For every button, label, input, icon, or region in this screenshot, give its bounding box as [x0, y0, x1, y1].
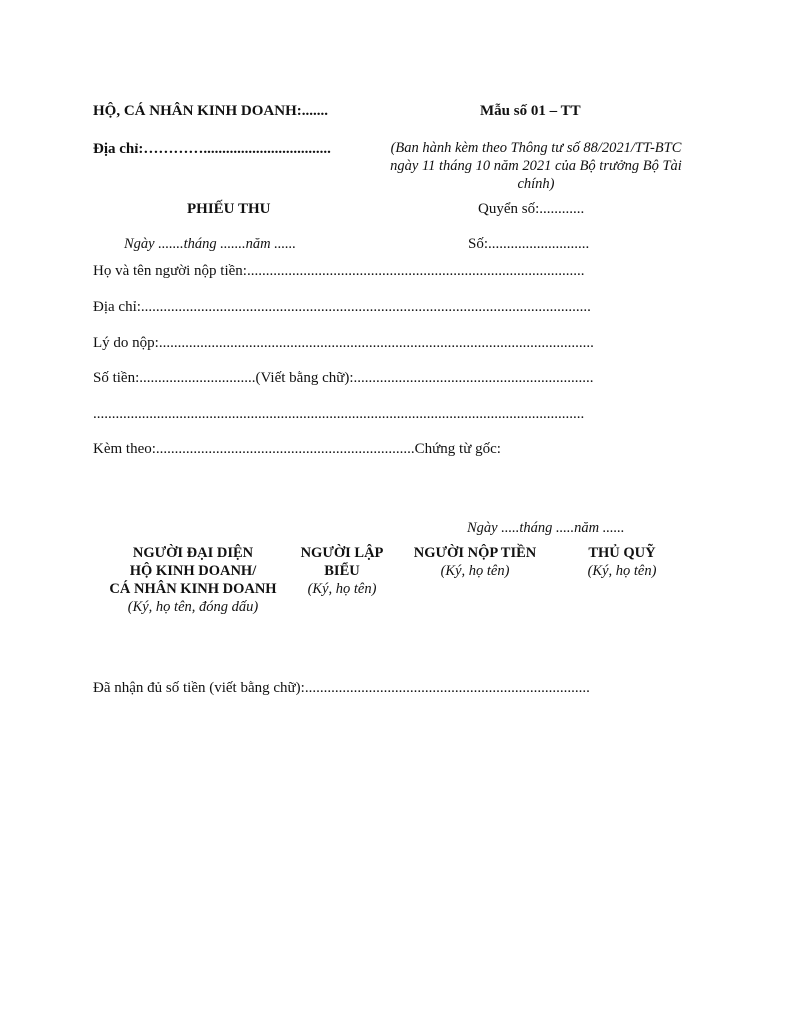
preparer-note: (Ký, họ tên) — [307, 581, 377, 597]
receipt-title: PHIẾU THU — [187, 201, 271, 217]
issued-note-line3: chính) — [517, 176, 555, 192]
representative-title-3: CÁ NHÂN KINH DOANH — [109, 581, 277, 597]
cashier-title: THỦ QUỸ — [588, 545, 656, 561]
receipt-number: Số:........................... — [468, 236, 590, 252]
amount-continuation: ................................................................................................................................... — [93, 406, 585, 422]
receipt-date: Ngày .......tháng .......năm ...... — [124, 236, 296, 252]
reason-field: Lý do nộp:.................................................................................................................... — [93, 335, 594, 351]
received-amount-field: Đã nhận đủ số tiền (viết bằng chữ):............................................................................ — [93, 680, 590, 696]
cashier-signature — [572, 544, 672, 580]
payer-signature — [400, 544, 550, 580]
business-label: HỘ, CÁ NHÂN KINH DOANH:....... — [93, 103, 328, 119]
issued-note — [366, 139, 706, 193]
address-label: Địa chỉ:………….................................. — [93, 141, 331, 157]
amount-field: Số tiền:...............................(Viết bằng chữ):................................................................ — [93, 370, 594, 386]
issued-note-line1: (Ban hành kèm theo Thông tư số 88/2021/TT-BTC — [390, 140, 682, 156]
cashier-note: (Ký, họ tên) — [587, 563, 657, 579]
representative-title-2: HỘ KINH DOANH/ — [129, 563, 257, 579]
preparer-title-2: BIỂU — [324, 563, 360, 579]
payer-title: NGƯỜI NỘP TIỀN — [413, 545, 537, 561]
form-number: Mẫu số 01 – TT — [480, 103, 581, 119]
preparer-title-1: NGƯỜI LẬP — [300, 545, 384, 561]
representative-signature — [108, 544, 278, 616]
payer-name-field: Họ và tên người nộp tiền:.......................................................................................... — [93, 263, 585, 279]
attached-field: Kèm theo:.....................................................................Chứng từ gốc: — [93, 441, 501, 457]
payer-note: (Ký, họ tên) — [440, 563, 510, 579]
signature-date: Ngày .....tháng .....năm ...... — [467, 520, 625, 536]
preparer-signature — [290, 544, 394, 598]
issued-note-line2: ngày 11 tháng 10 năm 2021 của Bộ trưởng Bộ Tài — [390, 158, 682, 174]
address-field: Địa chỉ:........................................................................................................................ — [93, 299, 591, 315]
representative-title-1: NGƯỜI ĐẠI DIỆN — [132, 545, 254, 561]
book-number: Quyển số:............ — [478, 201, 585, 217]
representative-note: (Ký, họ tên, đóng dấu) — [127, 599, 259, 615]
